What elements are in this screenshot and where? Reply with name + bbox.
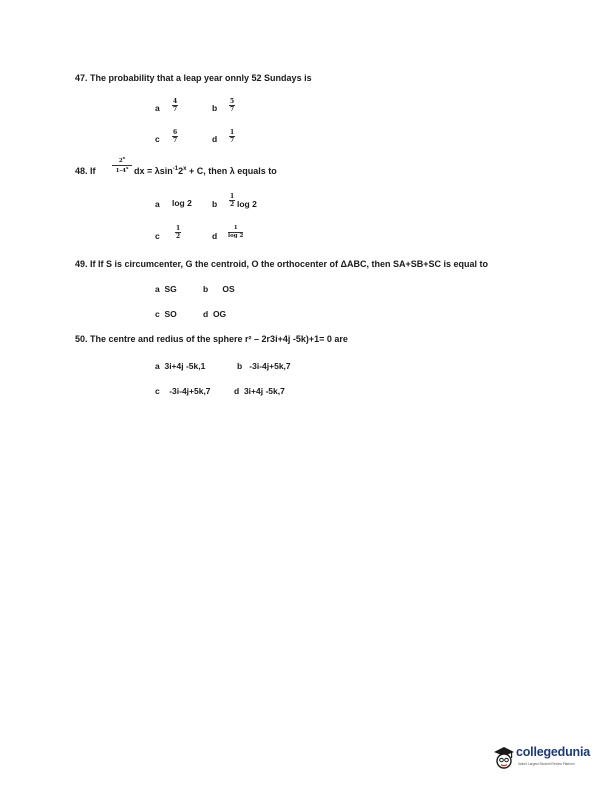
question-47-text: 47. The probability that a leap year onnly 52 Sundays is [75, 73, 312, 83]
q48-option-a-letter: a [155, 199, 160, 209]
q48-option-c-fraction: $\frac{1}{2}$ [176, 224, 181, 240]
q48-option-d-letter: d [212, 231, 218, 241]
q47-option-d-fraction: $\frac{1}{7}$ [230, 128, 235, 144]
q47-option-c-letter: c [155, 134, 160, 144]
question-49-text: 49. If If S is circumcenter, G the centroid, O the orthocenter of ΔABC, then SA+SB+SC is equal to [75, 259, 489, 269]
q48-option-b-letter: b [212, 199, 218, 209]
q50-option-b: b -3i-4j+5k,7 [237, 361, 291, 371]
q48-option-a-text: log 2 [172, 198, 192, 208]
q50-option-d: d 3i+4j -5k,7 [234, 386, 285, 396]
q49-option-d: d OG [203, 309, 227, 319]
q48-option-b-text: log 2 [237, 199, 257, 209]
q49-option-b: b OS [203, 284, 235, 294]
q47-option-a-letter: a [155, 103, 160, 113]
q50-option-a: a 3i+4j -5k,1 [155, 361, 206, 371]
q48-integrand-fraction: $\frac{2^x}{1-4^x}$ [112, 156, 132, 175]
question-50-text: 50. The centre and redius of the sphere r² – 2r3i+4j -5k)+1= 0 are [75, 334, 348, 344]
q48-option-b-fraction: $\frac{1}{2}$ [230, 192, 235, 208]
q48-option-c-letter: c [155, 231, 160, 241]
q49-option-c: c SO [155, 309, 177, 319]
q50-option-c: c -3i-4j+5k,7 [155, 386, 211, 396]
collegedunia-logo [493, 745, 603, 777]
q48-equation-rest: dx = $\lambda\sin^{-1}2^x + C$, then λ equals to [134, 166, 277, 176]
logo-tagline: India's Largest Student Review Platform [518, 762, 575, 766]
q48-option-d-fraction: $\frac{1}{\log 2}$ [228, 225, 244, 239]
q47-option-a-fraction: $\frac{4}{7}$ [173, 97, 178, 113]
logo-name: collegedunia [516, 745, 591, 759]
q47-option-b-letter: b [212, 103, 218, 113]
q49-option-a: a SG [155, 284, 177, 294]
q47-option-b-fraction: $\frac{5}{7}$ [230, 97, 235, 113]
q47-option-c-fraction: $\frac{6}{7}$ [173, 128, 178, 144]
q48-prefix: 48. If [75, 166, 96, 176]
graduate-face-icon [493, 745, 515, 773]
q47-option-d-letter: d [212, 134, 218, 144]
